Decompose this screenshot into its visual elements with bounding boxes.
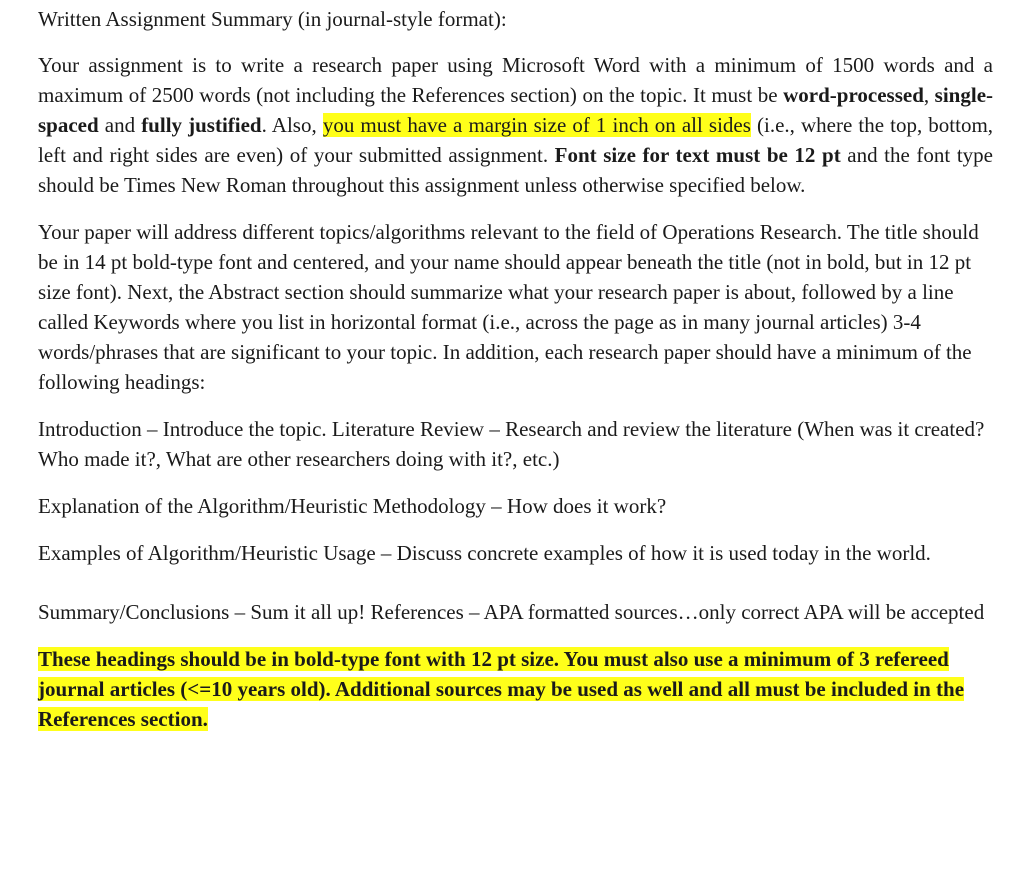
blank-line (38, 568, 993, 597)
paragraph-topics: Your paper will address different topics/algorithms relevant to the field of Operations Research. The title should be in 14 pt bold-type font and centered, and your name should appear beneath the title (not in bold, but in 12 pt size font). Next, the Abstract section should summarize what your research paper is about, followed by a line called Keywords where you list in horizontal format (i.e., across the page as in many journal articles) 3-4 words/phrases that are significant to your topic. In addition, each research paper should have a minimum of the following headings: (38, 220, 979, 394)
paragraph-requirements (38, 50, 993, 200)
paragraph-explanation: Explanation of the Algorithm/Heuristic Methodology – How does it work? (38, 494, 667, 518)
bold-word-processed: word-processed (783, 83, 924, 107)
paragraph-introduction: Introduction – Introduce the topic. Literature Review – Research and review the literature (When was it created? Who made it?, What are other researchers doing with it?, etc.) (38, 417, 985, 471)
paragraph-summary: Summary/Conclusions – Sum it all up! References – APA formatted sources…only correct APA will be accepted (38, 600, 985, 624)
text-run: . Also, (261, 113, 323, 137)
text-run: , (923, 83, 935, 107)
highlight-headings-note: These headings should be in bold-type font with 12 pt size. You must also use a minimum of 3 refereed journal articles (<=10 years old). Additional sources may be used as well and all must be included in the References section. (38, 647, 965, 731)
bold-fully-justified: fully justified (141, 113, 262, 137)
text-run: (i.e., where the top, bottom, left and right sides are even) of your submitted assignment. (38, 113, 994, 167)
assignment-heading: Written Assignment Summary (in journal-style format): (38, 7, 507, 31)
paragraph-examples: Examples of Algorithm/Heuristic Usage – Discuss concrete examples of how it is used today in the world. (38, 541, 931, 565)
bold-single-spaced: single-spaced (38, 83, 994, 137)
text-run: Your assignment is to write a research paper using Microsoft Word with a minimum of 1500 words and a maximum of 2500 words (not including the References section) on the topic. It must be (38, 53, 993, 107)
text-run: and (98, 113, 142, 137)
bold-font-size: Font size for text must be 12 pt (554, 143, 841, 167)
document-page (38, 4, 993, 734)
highlight-margin-size: you must have a margin size of 1 inch on all sides (322, 113, 751, 137)
paragraph-headings-note (38, 644, 993, 734)
text-run: and the font type should be Times New Roman throughout this assignment unless otherwise specified below. (38, 143, 993, 197)
